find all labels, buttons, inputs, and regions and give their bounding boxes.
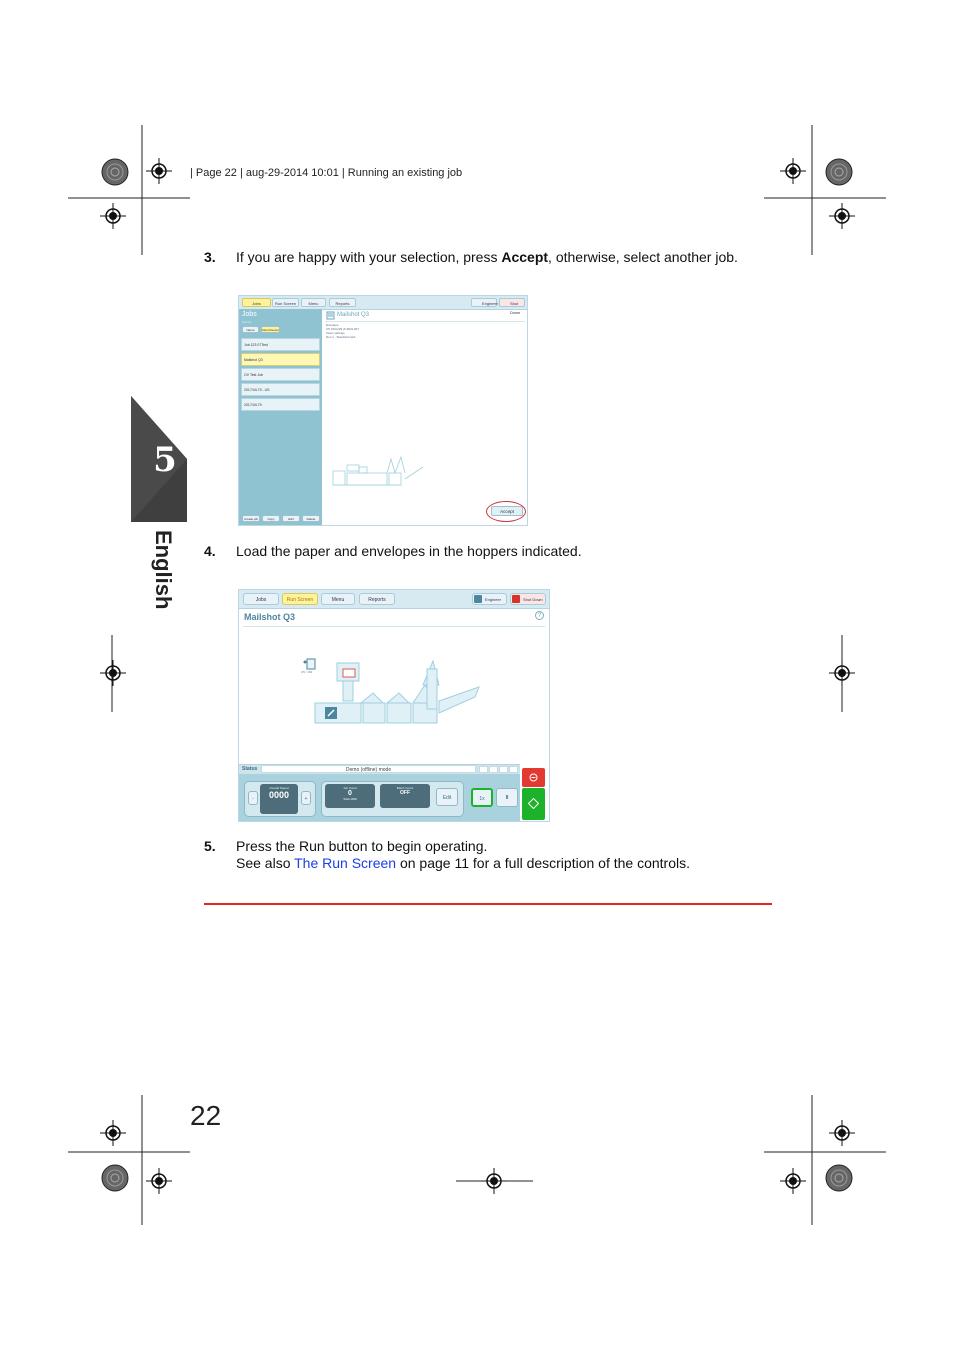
delete-job-button[interactable]: Delete — [302, 515, 320, 522]
run-screen-link[interactable]: The Run Screen — [294, 855, 397, 871]
job-selection-screenshot — [238, 295, 528, 526]
print-header: | Page 22 | aug-29-2014 10:01 | Running an existing job — [190, 167, 463, 179]
page-number: 22 — [190, 1100, 222, 1131]
shut-down-button[interactable]: Shut Down — [499, 298, 525, 307]
status-label: Status — [242, 766, 258, 772]
job-item[interactable]: 2017/4/L79 — [241, 398, 320, 411]
engineer-icon — [474, 595, 482, 603]
registration-target-icon — [100, 203, 126, 229]
step-5-line2 — [236, 855, 690, 871]
job-title: Mailshot Q3 — [244, 612, 296, 622]
step-text: If you are happy with your selection, press — [236, 249, 502, 265]
registration-target-icon — [829, 660, 855, 686]
sidebar-title: Jobs — [242, 311, 257, 318]
machine-diagram — [331, 451, 426, 491]
job-item[interactable]: 2017/4/L79 - US — [241, 383, 320, 396]
tab-jobs[interactable]: Jobs — [242, 298, 271, 307]
registration-target-icon — [829, 1120, 855, 1146]
batch-count-display — [380, 784, 430, 808]
speed-plus-button[interactable]: + — [301, 791, 311, 805]
tab-run-screen[interactable]: Run Screen — [282, 593, 318, 605]
job-item[interactable]: Job 123 07Test — [241, 338, 320, 351]
color-dot-icon — [101, 158, 129, 186]
step-3 — [204, 249, 216, 265]
document-icon — [326, 311, 335, 320]
divider — [325, 321, 525, 322]
power-icon — [512, 595, 520, 603]
accept-keyword: Accept — [501, 249, 549, 265]
step-4 — [204, 543, 216, 559]
pause-button[interactable]: II — [496, 788, 518, 807]
tab-run-screen[interactable]: Run Screen — [272, 298, 299, 307]
step-5 — [204, 838, 216, 854]
job-detail: Envelope — [326, 323, 339, 327]
step-5-line1: Press the Run button to begin operating. — [236, 838, 488, 854]
speed-label: Overall Speed — [269, 786, 289, 790]
color-dot-icon — [825, 1164, 853, 1192]
help-icon[interactable]: ? — [535, 611, 544, 620]
job-detail: Insert settings — [326, 331, 345, 335]
count-label: Job Count — [343, 786, 357, 790]
status-indicator — [479, 766, 488, 773]
chapter-number: 5 — [153, 440, 177, 480]
job-item[interactable]: OV Test Job — [241, 368, 320, 381]
sort-label: Sort by — [242, 320, 252, 324]
tab-reports[interactable]: Reports — [359, 593, 395, 605]
copy-job-button[interactable]: Copy — [262, 515, 280, 522]
registration-target-icon — [146, 158, 172, 184]
single-cycle-button[interactable]: 1x — [471, 788, 493, 807]
machine-diagram — [299, 655, 484, 730]
step-number: 4. — [204, 543, 216, 559]
step-text: See also — [236, 855, 295, 871]
run-screen-screenshot — [238, 589, 550, 822]
create-job-button[interactable]: Create job — [242, 515, 260, 522]
count-value: 0 — [348, 790, 352, 797]
registration-target-icon — [780, 1168, 806, 1194]
shut-down-button[interactable]: Shut Down — [510, 593, 546, 605]
step-number: 3. — [204, 249, 216, 265]
registration-target-icon — [780, 158, 806, 184]
registration-target-icon — [829, 203, 855, 229]
batch-value: OFF — [400, 790, 410, 796]
job-detail: C5 162x229 (6.38x9.02") — [326, 327, 360, 331]
job-item-selected[interactable]: Mailshot Q3 — [241, 353, 320, 366]
edit-job-button[interactable]: Edit — [282, 515, 300, 522]
color-dot-icon — [101, 1164, 129, 1192]
step-text: on page 11 for a full description of the controls. — [396, 855, 690, 871]
job-title: Mailshot Q3 — [337, 312, 370, 318]
step-text: , otherwise, select another job. — [548, 249, 738, 265]
jobs-sidebar — [239, 309, 322, 526]
accept-button[interactable]: Accept — [491, 506, 523, 516]
color-dot-icon — [825, 158, 853, 186]
sort-recent-button[interactable]: Most Recent — [262, 328, 279, 332]
count-total: Total 1000 — [343, 797, 357, 801]
status-indicator — [489, 766, 498, 773]
hopper-label: C5 / 162 — [301, 670, 313, 674]
engineer-button[interactable]: Engineer — [472, 593, 507, 605]
divider — [243, 626, 545, 627]
step-3-text — [236, 249, 738, 265]
status-indicator — [509, 766, 518, 773]
job-detail: Doc 1 - Standard card — [326, 335, 356, 339]
section-rule — [204, 903, 772, 905]
status-indicator — [499, 766, 508, 773]
registration-target-icon — [100, 660, 126, 686]
job-count-display — [325, 784, 375, 808]
tab-jobs[interactable]: Jobs — [243, 593, 279, 605]
stop-icon — [529, 773, 538, 782]
edit-button[interactable]: Edit — [436, 788, 458, 806]
run-icon — [528, 798, 539, 809]
tab-menu[interactable]: Menu — [321, 593, 355, 605]
speed-value: 0000 — [268, 790, 290, 800]
step-number: 5. — [204, 838, 216, 854]
status-field: Demo (offline) mode — [261, 765, 476, 773]
speed-display — [260, 784, 298, 814]
engineer-button[interactable]: Engineer — [471, 298, 497, 307]
registration-target-icon — [100, 1120, 126, 1146]
accept-highlight-ring — [486, 501, 526, 522]
registration-target-icon — [146, 1168, 172, 1194]
speed-minus-button[interactable]: - — [248, 791, 258, 805]
step-4-text: Load the paper and envelopes in the hoppers indicated. — [236, 543, 582, 559]
batch-label: Batch Count — [396, 786, 414, 790]
registration-target-icon — [481, 1168, 507, 1194]
chapter-language: English — [151, 530, 176, 610]
tab-reports[interactable]: Reports — [329, 298, 356, 307]
tab-menu[interactable]: Menu — [301, 298, 326, 307]
sort-name-button[interactable]: Name — [242, 326, 259, 333]
